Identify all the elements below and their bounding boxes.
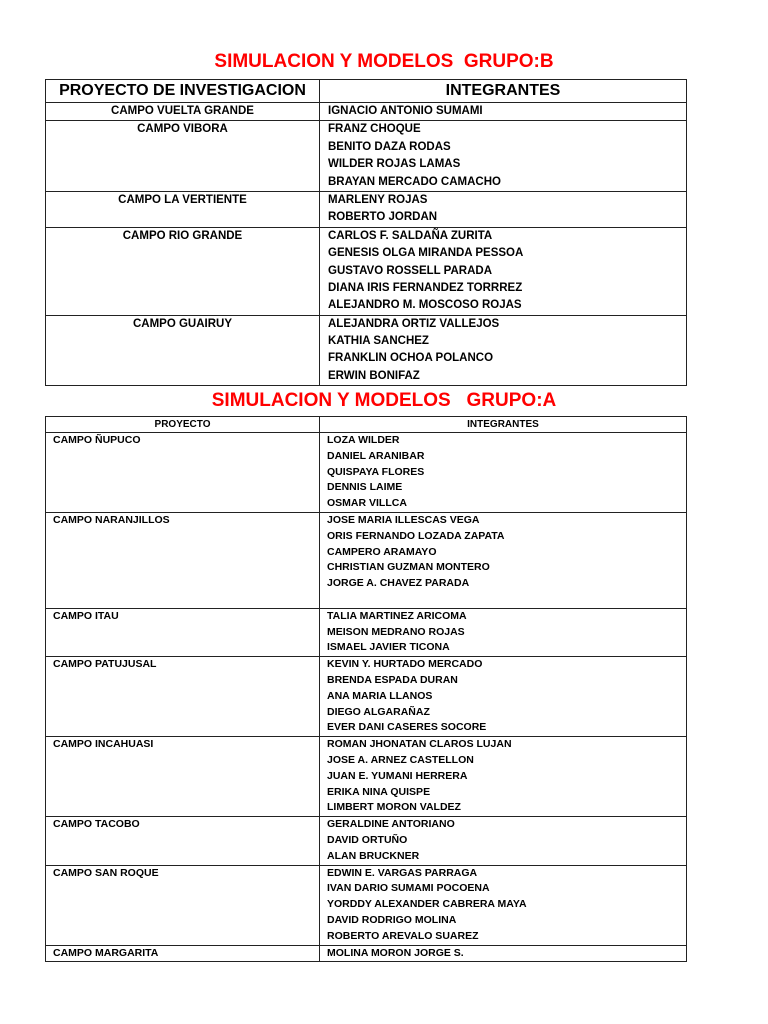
project-name: CAMPO ITAU [53, 609, 119, 622]
member-name: LOZA WILDER [327, 434, 400, 446]
header-members: INTEGRANTES [320, 80, 687, 103]
table-row [46, 191, 687, 227]
member-name: BRAYAN MERCADO CAMACHO [328, 175, 501, 188]
member-name: CARLOS F. SALDAÑA ZURITA [328, 229, 493, 242]
member-name: ALAN BRUCKNER [327, 849, 420, 862]
members-cell [320, 865, 687, 945]
member-name: JOSE A. ARNEZ CASTELLON [327, 753, 474, 766]
member-name: ROBERTO JORDAN [328, 211, 438, 224]
members-cell [320, 512, 687, 608]
project-name: CAMPO INCAHUASI [53, 738, 154, 751]
member-name: GUSTAVO ROSSELL PARADA [328, 264, 492, 277]
project-cell [46, 608, 320, 656]
member-name: CAMPERO ARAMAYO [327, 545, 437, 558]
table-row [46, 945, 687, 962]
project-name: CAMPO VIBORA [137, 123, 228, 136]
project-cell [46, 103, 320, 121]
member-name: FRANKLIN OCHOA POLANCO [328, 352, 494, 365]
project-name: CAMPO TACOBO [53, 818, 140, 831]
members-cell [320, 433, 687, 513]
project-cell [46, 737, 320, 817]
table-row [46, 433, 687, 513]
members-cell [320, 315, 687, 386]
table-header-row [46, 417, 687, 433]
member-name: ROBERTO AREVALO SUAREZ [327, 929, 479, 942]
table-row [46, 737, 687, 817]
member-name: TALIA MARTINEZ ARICOMA [327, 609, 467, 622]
project-cell [46, 191, 320, 227]
project-cell [46, 315, 320, 386]
member-name: BRENDA ESPADA DURAN [327, 673, 458, 686]
member-name: KATHIA SANCHEZ [328, 335, 429, 348]
group-b-title: SIMULACION Y MODELOS GRUPO:B [214, 51, 554, 72]
table-header-row [46, 80, 687, 103]
project-cell [46, 512, 320, 608]
member-name: ERWIN BONIFAZ [328, 369, 420, 382]
project-cell [46, 817, 320, 865]
member-name: OSMAR VILLCA [327, 497, 407, 510]
member-name: ALEJANDRA ORTIZ VALLEJOS [328, 317, 500, 330]
member-name: DENNIS LAIME [327, 481, 403, 494]
group-b-table [45, 79, 687, 386]
table-row [46, 315, 687, 386]
table-row [46, 865, 687, 945]
member-name: DAVID RODRIGO MOLINA [327, 913, 457, 926]
member-name: FRANZ CHOQUE [328, 123, 421, 136]
table-row [46, 608, 687, 656]
members-cell [320, 657, 687, 737]
member-name: ALEJANDRO M. MOSCOSO ROJAS [328, 299, 522, 312]
table-row [46, 121, 687, 192]
member-name: LIMBERT MORON VALDEZ [327, 801, 461, 814]
member-name: MOLINA MORON JORGE S. [327, 946, 464, 959]
group-a-title: SIMULACION Y MODELOS GRUPO:A [211, 390, 557, 411]
member-name: IVAN DARIO SUMAMI POCOENA [327, 882, 490, 895]
header-project: PROYECTO DE INVESTIGACION [46, 80, 320, 103]
project-cell [46, 657, 320, 737]
members-cell [320, 945, 687, 962]
member-name: KEVIN Y. HURTADO MERCADO [327, 658, 483, 671]
members-cell [320, 737, 687, 817]
member-name: ORIS FERNANDO LOZADA ZAPATA [327, 529, 505, 542]
member-name: MEISON MEDRANO ROJAS [327, 625, 465, 638]
member-name: ISMAEL JAVIER TICONA [327, 641, 450, 654]
project-name: CAMPO NARANJILLOS [53, 513, 170, 526]
member-name: GERALDINE ANTORIANO [327, 818, 455, 831]
member-name: ROMAN JHONATAN CLAROS LUJAN [327, 738, 512, 751]
group-a-table [45, 416, 687, 962]
member-name: JORGE A. CHAVEZ PARADA [327, 577, 470, 590]
member-name: MARLENY ROJAS [328, 193, 428, 206]
project-name: CAMPO ÑUPUCO [53, 434, 141, 446]
member-name: ANA MARIA LLANOS [327, 689, 433, 702]
project-cell [46, 121, 320, 192]
table-row [46, 817, 687, 865]
table-row [46, 227, 687, 315]
table-row [46, 657, 687, 737]
project-name: CAMPO GUAIRUY [132, 317, 233, 330]
project-cell [46, 865, 320, 945]
members-cell [320, 191, 687, 227]
project-cell [46, 945, 320, 962]
member-name: DIEGO ALGARAÑAZ [327, 705, 430, 718]
member-name: WILDER ROJAS LAMAS [328, 158, 461, 171]
member-name: GENESIS OLGA MIRANDA PESSOA [328, 247, 524, 260]
table-row [46, 103, 687, 121]
member-name: BENITO DAZA RODAS [328, 140, 451, 153]
header-project: PROYECTO [46, 417, 320, 433]
member-name: EVER DANI CASERES SOCORE [327, 721, 487, 734]
project-name: CAMPO RIO GRANDE [122, 229, 243, 242]
members-cell [320, 227, 687, 315]
project-name: CAMPO LA VERTIENTE [118, 193, 247, 206]
project-cell [46, 227, 320, 315]
members-cell [320, 608, 687, 656]
members-cell [320, 121, 687, 192]
member-name: JOSE MARIA ILLESCAS VEGA [327, 513, 480, 526]
project-name: CAMPO SAN ROQUE [53, 866, 159, 879]
header-members: INTEGRANTES [320, 417, 687, 433]
member-name: IGNACIO ANTONIO SUMAMI [328, 105, 483, 117]
member-name: CHRISTIAN GUZMAN MONTERO [327, 561, 490, 574]
member-name: ERIKA NINA QUISPE [327, 785, 431, 798]
project-name: CAMPO MARGARITA [53, 946, 159, 959]
member-name: DANIEL ARANIBAR [327, 449, 425, 462]
members-cell [320, 817, 687, 865]
project-name: CAMPO VUELTA GRANDE [111, 105, 254, 117]
member-name: JUAN E. YUMANI HERRERA [327, 769, 468, 782]
members-cell [320, 103, 687, 121]
member-name [327, 592, 686, 608]
project-name: CAMPO PATUJUSAL [53, 658, 157, 671]
member-name: YORDDY ALEXANDER CABRERA MAYA [327, 898, 527, 911]
project-cell [46, 433, 320, 513]
member-name: DIANA IRIS FERNANDEZ TORRREZ [328, 281, 523, 294]
member-name: EDWIN E. VARGAS PARRAGA [327, 866, 478, 879]
member-name: QUISPAYA FLORES [327, 465, 425, 478]
table-row [46, 512, 687, 608]
member-name: DAVID ORTUÑO [327, 833, 408, 846]
